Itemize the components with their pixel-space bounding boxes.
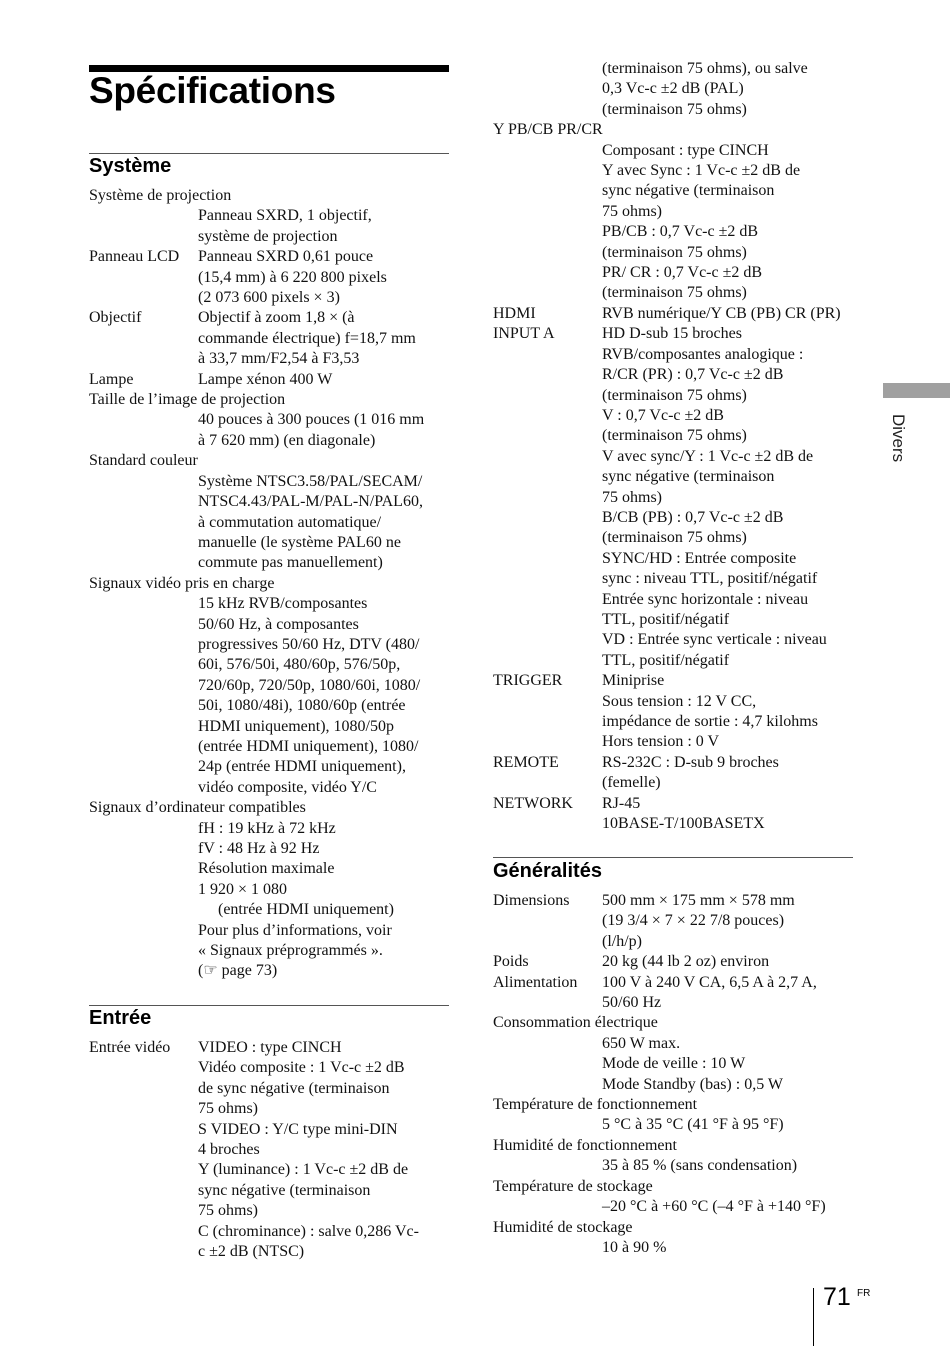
spec-value	[198, 247, 449, 308]
spec-value-line: SYNC/HD : Entrée composite	[602, 549, 797, 567]
spec-value-line: Lampe xénon 400 W	[198, 370, 333, 388]
side-tab-label: Divers	[889, 414, 908, 463]
spec-heading: Signaux d’ordinateur compatibles	[89, 799, 306, 817]
spec-value	[602, 973, 853, 1014]
spec-term: HDMI	[493, 304, 536, 322]
spec-value-line: 50/60 Hz, à composantes	[198, 615, 359, 633]
spec-value-line: HD D-sub 15 broches	[602, 325, 742, 343]
spec-value-line: (☞ page 73)	[198, 962, 278, 980]
page-number-rule	[813, 1288, 814, 1346]
spec-heading: Standard couleur	[89, 452, 198, 470]
spec-value-line: fV : 48 Hz à 92 Hz	[198, 840, 320, 857]
spec-value	[89, 900, 449, 920]
spec-value-line: R/CR (PR) : 0,7 Vc-c ±2 dB	[602, 366, 784, 384]
spec-term: Poids	[493, 953, 529, 971]
spec-row	[493, 304, 853, 324]
spec-value-line: 35 à 85 % (sans condensation)	[602, 1157, 798, 1175]
spec-heading: Température de stockage	[493, 1177, 653, 1195]
spec-heading: Y PB/CB PR/CR	[493, 121, 603, 139]
spec-value-line: 20 kg (44 lb 2 oz) environ	[602, 953, 770, 971]
spec-value-line: vidéo composite, vidéo Y/C	[198, 778, 377, 796]
spec-value-line: V : 0,7 Vc-c ±2 dB	[602, 406, 724, 424]
spec-value-line: (terminaison 75 ohms)	[602, 386, 747, 404]
spec-value	[493, 1156, 853, 1176]
spec-value-line: 50/60 Hz	[602, 994, 662, 1012]
spec-value-line: impédance de sortie : 4,7 kilohms	[602, 713, 818, 730]
spec-heading: Température de fonctionnement	[493, 1096, 698, 1114]
spec-value-line: (terminaison 75 ohms)	[602, 529, 747, 547]
spec-heading: Humidité de stockage	[493, 1218, 633, 1236]
spec-row	[89, 1038, 449, 1262]
spec-value	[602, 324, 853, 671]
spec-value	[89, 472, 449, 574]
spec-value-line: sync négative (terminaison	[602, 468, 775, 486]
page-language: FR	[857, 1288, 871, 1299]
spec-term: Entrée vidéo	[89, 1039, 171, 1056]
spec-list-entree-cont	[493, 59, 853, 834]
spec-value	[493, 1115, 853, 1135]
spec-value-line: RVB numérique/Y CB (PB) CR (PR)	[602, 304, 841, 322]
spec-value-line: (femelle)	[602, 774, 661, 792]
spec-value-line: commande électrique) f=18,7 mm	[198, 329, 416, 347]
spec-value-line: sync négative (terminaison	[198, 1181, 371, 1199]
spec-value-line: Pour plus d’informations, voir	[198, 921, 392, 939]
spec-value	[89, 819, 449, 901]
spec-value-line: VIDEO : type CINCH	[198, 1039, 342, 1056]
spec-value-line: PB/CB : 0,7 Vc-c ±2 dB	[602, 223, 759, 241]
spec-value-line: Mode Standby (bas) : 0,5 W	[602, 1075, 784, 1093]
page-title: Spécifications	[89, 70, 336, 111]
spec-term: Dimensions	[493, 892, 570, 909]
spec-term: NETWORK	[493, 794, 573, 812]
spec-value	[89, 594, 449, 798]
spec-value-line: Panneau SXRD 0,61 pouce	[198, 248, 374, 266]
spec-value	[493, 141, 853, 304]
spec-value-line: PR/ CR : 0,7 Vc-c ±2 dB	[602, 264, 763, 282]
spec-value	[493, 1197, 853, 1217]
spec-value	[493, 1034, 853, 1095]
spec-value-line: (terminaison 75 ohms), ou salve	[602, 60, 808, 77]
spec-value-line: (terminaison 75 ohms)	[602, 284, 747, 302]
spec-value-line: 40 pouces à 300 pouces (1 016 mm	[198, 411, 425, 429]
spec-term: TRIGGER	[493, 672, 563, 690]
spec-value-line: commute pas manuellement)	[198, 554, 383, 572]
spec-heading: Signaux vidéo pris en charge	[89, 574, 275, 592]
spec-value	[602, 794, 853, 835]
spec-value-line: V avec sync/Y : 1 Vc-c ±2 dB de	[602, 447, 814, 465]
section-rule	[89, 153, 449, 154]
spec-value-line: Panneau SXRD, 1 objectif,	[198, 207, 372, 225]
spec-value	[493, 1238, 853, 1258]
spec-value-line: (entrée HDMI uniquement), 1080/	[198, 737, 419, 755]
spec-term: INPUT A	[493, 325, 555, 343]
spec-value-line: à 7 620 mm) (en diagonale)	[198, 431, 376, 449]
spec-value	[198, 308, 449, 369]
spec-value-line: –20 °C à +60 °C (–4 °F à +140 °F)	[602, 1198, 826, 1216]
spec-value-line: système de projection	[198, 227, 338, 245]
spec-term: Alimentation	[493, 973, 578, 991]
spec-value-line: sync : niveau TTL, positif/négatif	[602, 570, 818, 588]
spec-value-line: (2 073 600 pixels × 3)	[198, 289, 340, 307]
spec-value-line: 75 ohms)	[602, 488, 662, 506]
spec-value-line: Système NTSC3.58/PAL/SECAM/	[198, 472, 423, 490]
spec-value-line: Vidéo composite : 1 Vc-c ±2 dB	[198, 1059, 405, 1077]
spec-value-line: 10 à 90 %	[602, 1238, 667, 1256]
spec-value	[602, 304, 853, 324]
spec-value-line: 500 mm × 175 mm × 578 mm	[602, 892, 795, 909]
spec-value-line: RVB/composantes analogique :	[602, 345, 804, 363]
spec-value-line: Sous tension : 12 V CC,	[602, 692, 757, 710]
spec-term: Lampe	[89, 370, 134, 388]
spec-value	[493, 59, 853, 120]
spec-term: Panneau LCD	[89, 248, 180, 266]
spec-value-line: 0,3 Vc-c ±2 dB (PAL)	[602, 80, 744, 98]
spec-term: Objectif	[89, 309, 142, 327]
spec-row	[493, 952, 853, 972]
spec-value-line: Résolution maximale	[198, 860, 335, 878]
spec-value-line: progressives 50/60 Hz, DTV (480/	[198, 635, 420, 653]
spec-value	[198, 370, 449, 390]
spec-value	[89, 410, 449, 451]
section-title-systeme: Système	[89, 155, 172, 177]
spec-value-line: (terminaison 75 ohms)	[602, 243, 747, 261]
spec-value-line: 100 V à 240 V CA, 6,5 A à 2,7 A,	[602, 973, 817, 991]
spec-value-line: S VIDEO : Y/C type mini-DIN	[198, 1120, 398, 1138]
spec-value-line: Y (luminance) : 1 Vc-c ±2 dB de	[198, 1161, 409, 1179]
spec-value	[602, 753, 853, 794]
spec-value-line: 75 ohms)	[198, 1202, 258, 1220]
spec-value	[602, 952, 853, 972]
spec-value-line: 50i, 1080/48i), 1080/60p (entrée	[198, 697, 406, 715]
page-number: 71	[823, 1283, 851, 1311]
spec-row	[493, 671, 853, 753]
side-tab-marker	[883, 383, 950, 398]
section-rule	[89, 1005, 449, 1006]
spec-value-line: (entrée HDMI uniquement)	[218, 901, 394, 919]
spec-list-generalites	[493, 891, 853, 1258]
spec-value	[602, 671, 853, 753]
spec-value-line: TTL, positif/négatif	[602, 651, 730, 669]
spec-value-line: 24p (entrée HDMI uniquement),	[198, 758, 406, 776]
spec-row	[493, 973, 853, 1014]
spec-value-line: Composant : type CINCH	[602, 141, 769, 159]
spec-value-line: RJ-45	[602, 794, 641, 812]
spec-value-line: (terminaison 75 ohms)	[602, 100, 747, 118]
spec-heading: Système de projection	[89, 187, 232, 204]
spec-value-line: (terminaison 75 ohms)	[602, 427, 747, 445]
spec-heading: Taille de l’image de projection	[89, 391, 286, 409]
spec-value	[198, 1038, 449, 1262]
spec-value	[602, 891, 853, 952]
spec-row	[493, 794, 853, 835]
spec-value-line: Y avec Sync : 1 Vc-c ±2 dB de	[602, 162, 801, 180]
spec-row	[89, 308, 449, 369]
spec-value-line: 5 °C à 35 °C (41 °F à 95 °F)	[602, 1116, 784, 1134]
section-title-generalites: Généralités	[493, 860, 602, 882]
spec-value-line: 75 ohms)	[602, 202, 662, 220]
spec-row	[493, 891, 853, 952]
spec-value	[89, 206, 449, 247]
spec-list-entree	[89, 1038, 449, 1262]
spec-value-line: c ±2 dB (NTSC)	[198, 1243, 305, 1261]
spec-value-line: NTSC4.43/PAL-M/PAL-N/PAL60,	[198, 493, 423, 511]
spec-value-line: 75 ohms)	[198, 1100, 258, 1118]
spec-value-line: (15,4 mm) à 6 220 800 pixels	[198, 268, 387, 286]
spec-term: REMOTE	[493, 753, 559, 771]
spec-value-line: 720/60p, 720/50p, 1080/60i, 1080/	[198, 676, 421, 694]
spec-value-line: 15 kHz RVB/composantes	[198, 595, 368, 613]
spec-value-line: à commutation automatique/	[198, 513, 382, 531]
spec-value-line: Entrée sync horizontale : niveau	[602, 590, 809, 608]
spec-value-line: manuelle (le système PAL60 ne	[198, 533, 401, 551]
spec-row	[493, 324, 853, 671]
spec-value	[89, 921, 449, 982]
spec-list-systeme	[89, 186, 449, 982]
spec-value-line: Hors tension : 0 V	[602, 733, 720, 751]
spec-heading: Humidité de fonctionnement	[493, 1136, 677, 1154]
spec-value-line: Miniprise	[602, 672, 665, 690]
spec-value-line: 10BASE-T/100BASETX	[602, 815, 765, 833]
spec-value-line: 60i, 576/50i, 480/60p, 576/50p,	[198, 656, 401, 674]
spec-value-line: HDMI uniquement), 1080/50p	[198, 717, 394, 735]
spec-value-line: à 33,7 mm/F2,54 à F3,53	[198, 350, 360, 368]
spec-row	[89, 247, 449, 308]
spec-heading: Consommation électrique	[493, 1014, 658, 1032]
spec-value-line: Mode de veille : 10 W	[602, 1055, 746, 1073]
spec-value-line: (19 3/4 × 7 × 22 7/8 pouces)	[602, 912, 785, 930]
section-rule	[493, 857, 853, 858]
spec-value-line: C (chrominance) : salve 0,286 Vc-	[198, 1222, 419, 1240]
spec-value-line: TTL, positif/négatif	[602, 610, 730, 628]
spec-value-line: « Signaux préprogrammés ».	[198, 942, 383, 960]
spec-value-line: fH : 19 kHz à 72 kHz	[198, 819, 336, 837]
spec-value-line: (l/h/p)	[602, 932, 642, 950]
spec-row	[89, 370, 449, 390]
spec-value-line: Objectif à zoom 1,8 × (à	[198, 309, 355, 327]
section-title-entree: Entrée	[89, 1007, 152, 1029]
spec-value-line: de sync négative (terminaison	[198, 1079, 390, 1097]
spec-row	[493, 753, 853, 794]
spec-value-line: sync négative (terminaison	[602, 182, 775, 200]
spec-value-line: B/CB (PB) : 0,7 Vc-c ±2 dB	[602, 508, 784, 526]
spec-value-line: 1 920 × 1 080	[198, 880, 288, 898]
spec-value-line: RS-232C : D-sub 9 broches	[602, 753, 779, 771]
spec-value-line: VD : Entrée sync verticale : niveau	[602, 631, 827, 649]
spec-value-line: 650 W max.	[602, 1034, 681, 1052]
spec-value-line: 4 broches	[198, 1141, 260, 1159]
